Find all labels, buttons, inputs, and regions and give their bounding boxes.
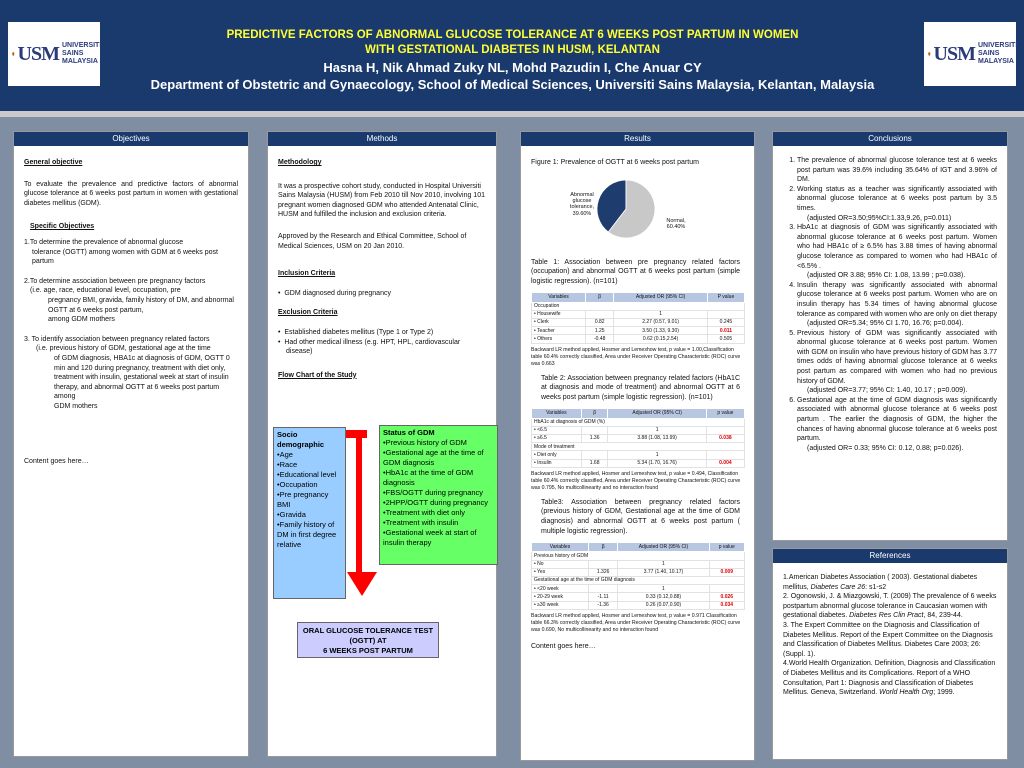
results-panel — [520, 131, 755, 761]
pie-label-abnormal: Abnormal glucose tolerance, 39.60% — [569, 191, 595, 217]
usm-mark: USM — [933, 42, 975, 65]
table-row: • Diet only 1 — [532, 451, 745, 459]
table-row: • <20 week 1 — [532, 585, 745, 593]
flow-box-gdm-status: Status of GDM •Previous history of GDM •Gestational age at the time of GDM diagnosis •HbA1c at the time of GDM diagnosis •FBS/OGTT during pregnancy •2HPP/OGTT during pregnancy •Treatment with diet only •Treatment with insulin •Gestational week at start of insulin therapy — [379, 425, 498, 565]
reference-4: 4.World Health Organization. Definition, Diagnosis and Classification of Diabetes Mellitus and its Complications. Report of a WHO Consultation, Part 1: Diagnosis and Classification of Diabetes Mellitus. Geneva, Switzerland. World Health Org; 1999. — [783, 660, 996, 697]
table-row: • Teacher 1.25 3.50 (1.33, 9.30) 0.011 — [532, 327, 745, 335]
general-objective-title: General objective — [24, 159, 83, 166]
objective-1: 1.To determine the prevalence of abnormal glucose tolerance (OGTT) among women with GDM at 6 weeks post partum — [24, 238, 218, 266]
list-item: 6. Gestational age at the time of GDM diagnosis was significantly associated with abnormal glucose tolerance at 6 weeks post partum . The earlier the diagnosis of GDM, the higher the chances of having abnormal glucose tolerance at 6 weeks post partum. (adjusted OR= 0.33; 95% CI: 0.12, 0.88; p=0.026). — [797, 396, 997, 454]
exclusion-title: Exclusion Criteria — [278, 309, 338, 317]
exclusion-item: • Established diabetes mellitus (Type 1 or Type 2) — [278, 328, 434, 336]
objectives-footer: Content goes here… — [24, 458, 89, 466]
authors: Hasna H, Nik Ahmad Zuky NL, Mohd Pazudin I, Che Anuar CY — [323, 60, 702, 75]
table1-note: Backward LR method applied, Hosmer and Lemeshow test, p value = 1.00,Classification table 60.4% correctly classified, Area under Receiver Operating Characteristic (ROC) curve was 0.663 — [531, 346, 741, 367]
table-row: • Yes 1.326 3.77 (1.40, 10.17) 0.009 — [532, 568, 745, 576]
table3-note: Backward LR method applied, Hosmer and Lemeshow test, p value = 0.971 Classification table 66.3% correctly classified, Area under Receiver Operating Characteristic (ROC) curve was 0.690, No multicollinearity and no interaction found — [531, 612, 741, 633]
table1-caption: Table 1: Association between pre pregnancy related factors (occupation) and abnormal OGTT at 6 weeks post partum (simple logistic regression). (n=101) — [531, 258, 740, 285]
inclusion-title: Inclusion Criteria — [278, 270, 336, 278]
university-crest-icon — [12, 26, 15, 82]
inclusion-item: • GDM diagnosed during pregnancy — [278, 289, 391, 297]
usm-mark: USM — [17, 42, 59, 65]
methods-heading: Methods — [268, 132, 496, 146]
header-text — [110, 28, 915, 93]
table2-note: Backward LR method applied, Hosmer and Lemeshow test, p value = 0.494, Classification table 60.4% correctly classified, Area under Receiver Operating Characteristic (ROC) curve was 0.795, No multicollinearity and no interaction found — [531, 470, 741, 491]
table3: Variables β Adjusted OR (95% CI) p value Previous history of GDM • No 1 • Yes 1.326 3.77 (1.40, 10.17) 0.009 Gestational age at the time of GDM diagnosis • <20 week 1 • 20-29 week -1.11 0.33 (0.12,0.88) 0.026 • ≥30 week -1.36 0.26 (0.07,0.90) 0.034 — [531, 542, 745, 610]
table-row: • Housewife 1 — [532, 310, 745, 318]
table-row: • Clerk 0.82 2.27 (0.57, 9.01) 0.245 — [532, 318, 745, 326]
objectives-panel — [13, 131, 249, 757]
methodology-text: It was a prospective cohort study, conducted in Hospital Universiti Sains Malaysia (HUSM) from Feb 2010 till Nov 2010, involving 101 pregnant women diagnosed GDM who attended Antenatal Clinic, HUSM and fulfilled the inclusion and exclusion criteria. — [278, 182, 485, 219]
reference-1: 1.American Diabetes Association ( 2003). Gestational diabetes mellitus, Diabetes Care 26: s1-s2 — [783, 574, 978, 591]
flow-chart-title: Flow Chart of the Study — [278, 371, 357, 379]
flow-box-ogtt: ORAL GLUCOSE TOLERANCE TEST (OGTT) AT 6 WEEKS POST PARTUM — [297, 622, 439, 658]
poster-title-line1: PREDICTIVE FACTORS OF ABNORMAL GLUCOSE TOLERANCE AT 6 WEEKS POST PARTUM IN WOMEN — [226, 29, 799, 41]
figure-caption: Figure 1: Prevalence of OGTT at 6 weeks post partum — [531, 159, 699, 166]
conclusions-heading: Conclusions — [773, 132, 1007, 146]
results-heading: Results — [521, 132, 754, 146]
poster-header — [0, 0, 1024, 117]
poster-title-line2: WITH GESTATIONAL DIABETES IN HUSM, KELANTAN — [365, 44, 660, 56]
objective-2: 2.To determine association between pre pregnancy factors (i.e. age, race, educational level, occupation, pre pregnancy BMI, gravida, family history of DM, and abnormal OGTT at 6 weeks post partum, among GDM mothers — [24, 277, 234, 324]
prevalence-pie-chart — [531, 172, 744, 252]
table-row: • Insulin 1.68 5.34 (1.70, 16.76) 0.004 — [532, 459, 745, 467]
table-row: • ≥30 week -1.36 0.26 (0.07,0.90) 0.034 — [532, 601, 745, 609]
specific-objectives-title: Specific Objectives — [30, 223, 95, 231]
approval-text: Approved by the Research and Ethical Committee, School of Medical Sciences, USM on 20 Jan 2010. — [278, 232, 467, 250]
list-item: 3. HbA1c at diagnosis of GDM was significantly associated with abnormal glucose tolerance at 6 weeks post partum. Women who had HBA1c of ≥ 6.5% has 3.88 times of having abnormal glucose tolerance as compared to women who had HBA1c of <6.5% . (adjusted OR 3.88; 95% CI: 1.08, 13.99 ; p=0.038). — [797, 223, 997, 281]
exclusion-item: • Had other medical illness (e.g. HPT, HPL, cardiovascular disease) — [278, 338, 461, 356]
usm-logo-left — [8, 22, 100, 86]
objective-3: 3. To identify association between pregnancy related factors (i.e. previous history of GDM, gestational age at the time of GDM diagnosis, HBA1c at diagnosis of GDM, OGTT 0 min and 120 during pregnancy, treatment with diet only, treatment with insulin, gestational week at start of insulin therapy, and abnormal OGTT at 6 weeks post partum among GDM mothers — [24, 335, 230, 410]
logo-wordmark: UNIVERSITI SAINS MALAYSIA — [62, 42, 102, 65]
table1: Variables β Adjusted OR (95% CI) P value Occupation • Housewife 1 • Clerk 0.82 2.27 (0.57, 9.01) 0.245 • Teacher 1.25 3.50 (1.33, 9.30) 0.011 • Others -0.48 0.62 (0.15,2.54) 0.505 — [531, 292, 745, 343]
flow-box-socio-demographic: Socio demographic •Age •Race •Educational level •Occupation •Pre pregnancy BMI •Gravida •Family history of DM in first degree relative — [273, 427, 346, 599]
table-row: • No 1 — [532, 560, 745, 568]
arrow-path — [346, 430, 377, 596]
references-panel — [772, 548, 1008, 760]
department: Department of Obstetric and Gynaecology, School of Medical Sciences, Universiti Sains Malaysia, Kelantan, Malaysia — [150, 77, 875, 92]
list-item: 4. Insulin therapy was significantly associated with abnormal glucose tolerance at 6 weeks post partum. Women who are on insulin therapy has 5.34 times of having abnormal glucose tolerance as compared with women who are only on diet therapy (adjusted OR=5.34; 95% CI 1.70, 16.76; p=0.004). — [797, 281, 997, 329]
university-crest-icon — [928, 26, 931, 82]
list-item: 2. Working status as a teacher was significantly associated with abnormal glucose tolerance at 6 weeks post partum by 3.5 times. (adjusted OR=3.50;95%CI:1.33,9.26, p=0.011) — [797, 185, 997, 223]
table2-caption: Table 2: Association between pregnancy related factors (HbA1C at diagnosis and mode of treatment) and abnormal OGTT at 6 weeks post partum (simple logistic regression). (n=101) — [541, 374, 740, 401]
usm-logo-right — [924, 22, 1016, 86]
logo-wordmark: UNIVERSITI SAINS MALAYSIA — [978, 42, 1018, 65]
objectives-heading: Objectives — [14, 132, 248, 146]
table-row: • Others -0.48 0.62 (0.15,2.54) 0.505 — [532, 335, 745, 343]
general-objective-text: To evaluate the prevalence and predictive factors of abnormal glucose tolerance at 6 weeks post partum in women with gestational diabetes mellitus (GDM). — [24, 180, 238, 207]
table2: Variables β Adjusted OR (95% CI) p value HbA1c at diagnosis of GDM (%) • <6.5 1 • ≥6.5 1.36 3.88 (1.08, 13.99) 0.038 Mode of treatment • Diet only 1 • Insulin 1.68 5.34 (1.70, 16.76) 0.004 — [531, 408, 745, 467]
table-row: • ≥6.5 1.36 3.88 (1.08, 13.99) 0.038 — [532, 434, 745, 442]
list-item: 1. The prevalence of abnormal glucose tolerance test at 6 weeks post partum was 39.6% including 35.64% of IGT and 3.96% of DM. — [797, 156, 997, 185]
table3-caption: Table3: Association between pregnancy related factors (previous history of GDM, Gestational age at the time of GDM diagnosis) and abnormal OGTT at 6 weeks post partum ( multiple logistic regression). — [541, 498, 740, 535]
reference-3: 3. The Expert Committee on the Diagnosis and Classification of Diabetes Mellitus. Report of the Expert Committee on the Diagnosis and Classification of Diabetes Mellitus. Diabetes Care 2003; 26: (Suppl. 1). — [783, 621, 993, 658]
table-row: • <6.5 1 — [532, 426, 745, 434]
list-item: 5. Previous history of GDM was significantly associated with abnormal glucose tolerance at 6 weeks post partum. Women with GDM on insulin who have previous history of GDM has 3.77 times odds of having abnormal glucose tolerance at 6 weeks post partum as compared with women who had no previous history of GDM. (adjusted OR=3.77; 95% CI: 1.40, 10.17 ; p=0.009). — [797, 329, 997, 396]
methodology-title: Methodology — [278, 159, 322, 166]
pie-svg — [595, 178, 657, 240]
table-row: • 20-29 week -1.11 0.33 (0.12,0.88) 0.026 — [532, 593, 745, 601]
results-footer: Content goes here… — [531, 642, 596, 650]
references-heading: References — [773, 549, 1007, 563]
conclusions-list — [783, 156, 997, 453]
conclusions-panel — [772, 131, 1008, 541]
flow-arrow-down-icon — [345, 428, 381, 600]
pie-label-normal: Normal, 60.40% — [666, 217, 686, 230]
reference-2: 2. Ogonowski, J. & Miazgowski, T. (2009) The prevalence of 6 weeks postpartum abnormal glucose tolerance in Caucasian women with gestational diabetes. Diabetes Res Clin Pract, 84, 239-44. — [783, 593, 997, 620]
